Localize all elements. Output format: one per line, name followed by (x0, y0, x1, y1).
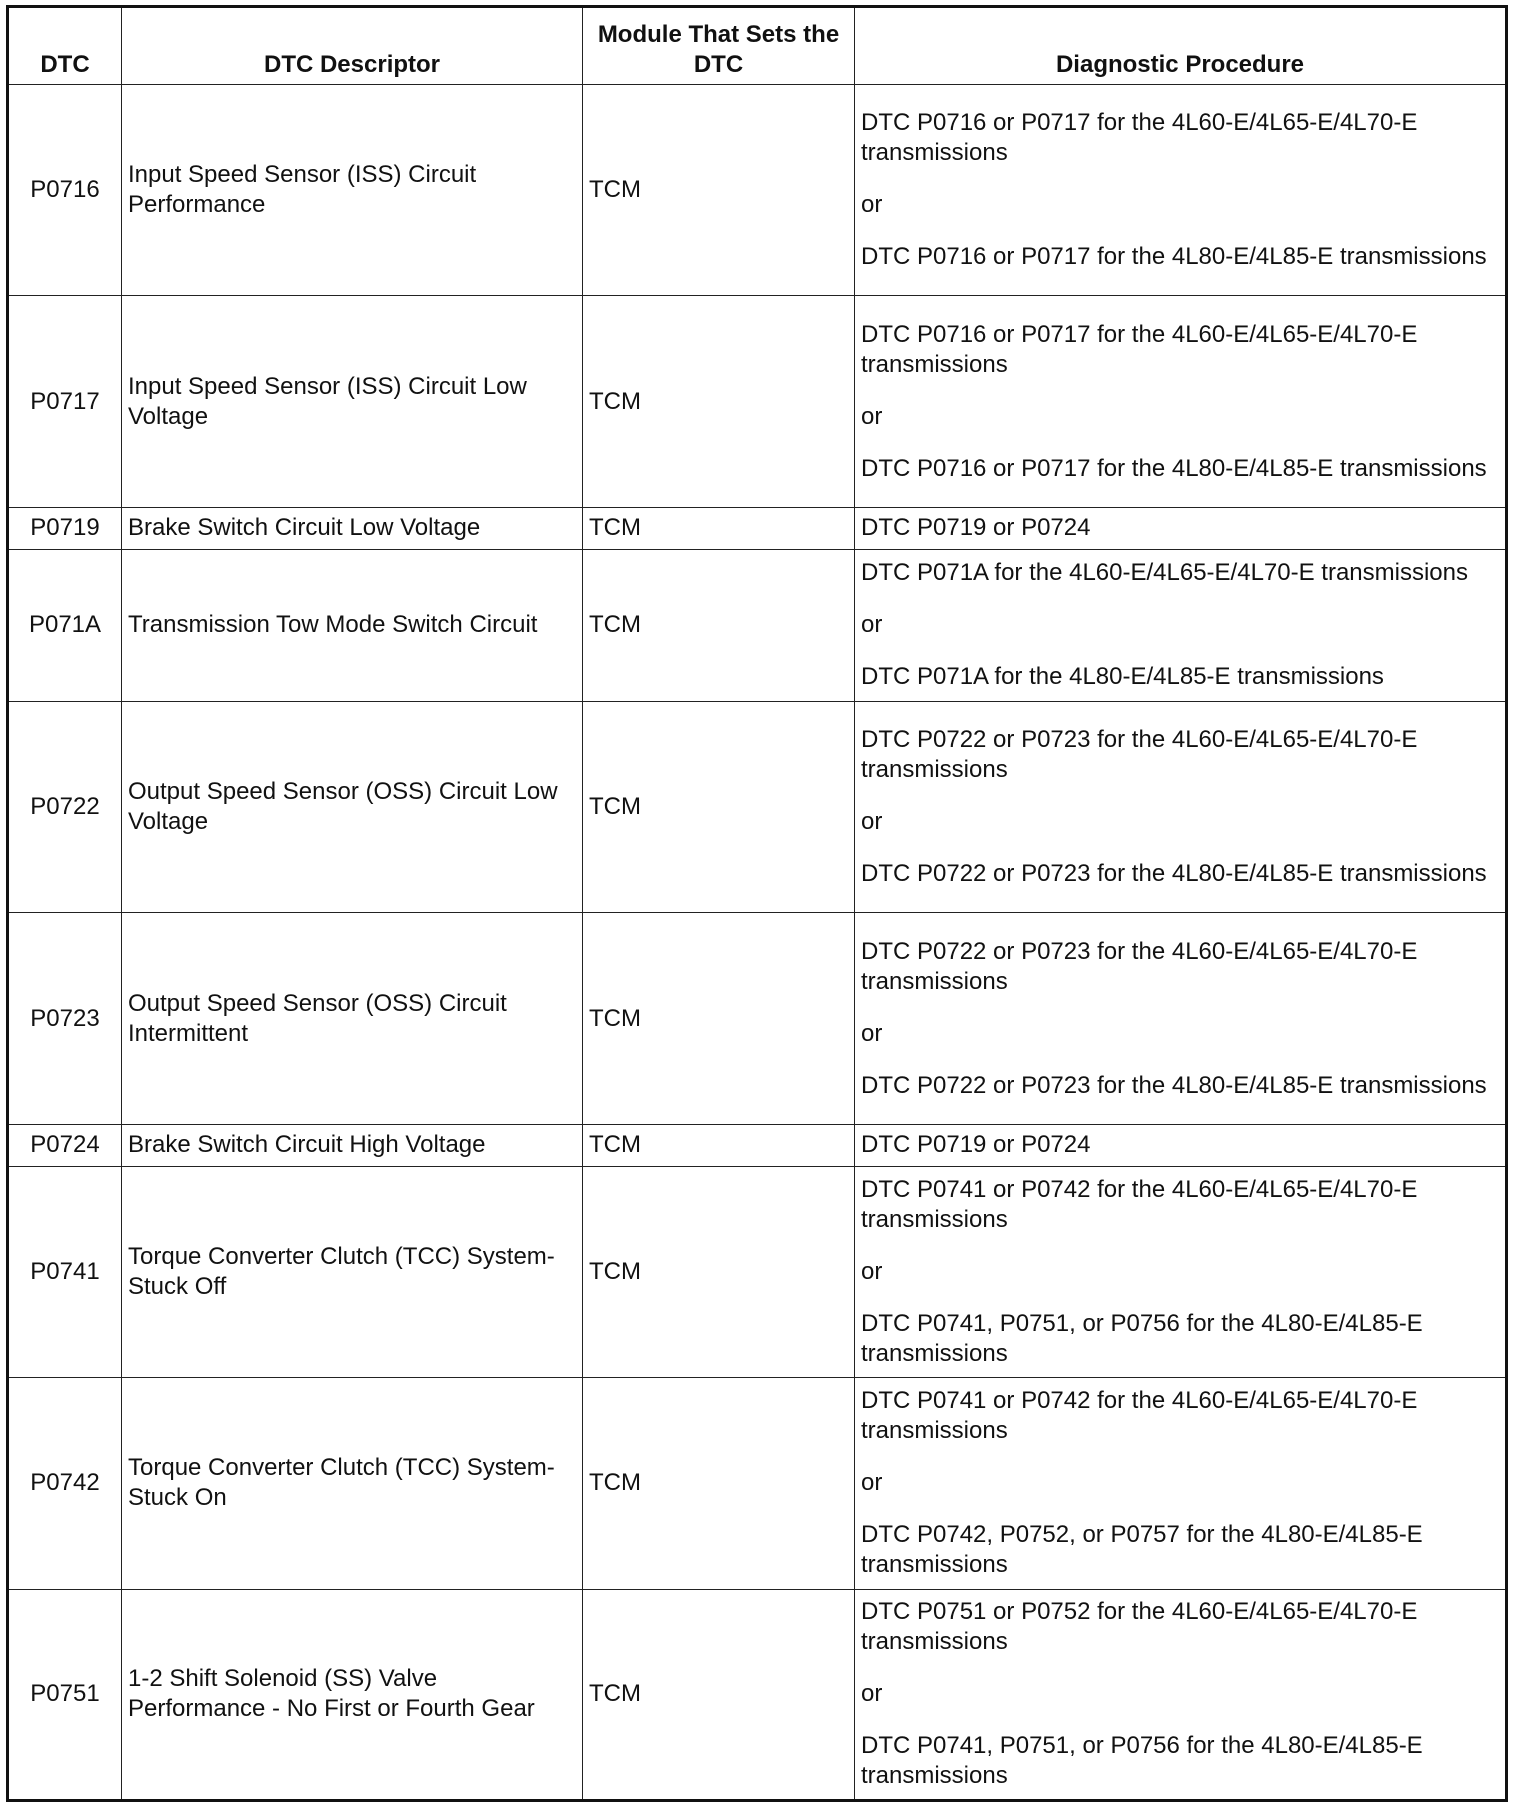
diagnostic-procedure-cell (855, 85, 1507, 296)
dtc-descriptor-cell: Output Speed Sensor (OSS) Circuit Intermittent (122, 913, 583, 1124)
table-row (8, 702, 1507, 913)
module-cell: TCM (583, 507, 855, 549)
dtc-table (6, 5, 1508, 1802)
procedure-link-primary: DTC P0716 or P0717 for the 4L60-E/4L65-E/4L70-E transmissions (861, 320, 1418, 378)
diagnostic-procedure-cell (855, 1166, 1507, 1377)
module-cell: TCM (583, 702, 855, 913)
dtc-code-cell: P0751 (8, 1589, 122, 1800)
procedure-or-separator: or (861, 1258, 883, 1285)
table-row (8, 296, 1507, 507)
dtc-descriptor-cell: 1-2 Shift Solenoid (SS) Valve Performance - No First or Fourth Gear (122, 1589, 583, 1800)
dtc-descriptor-cell: Input Speed Sensor (ISS) Circuit Low Voltage (122, 296, 583, 507)
procedure-or-separator: or (861, 1469, 883, 1497)
procedure-or-separator: or (861, 402, 883, 430)
dtc-code-cell: P0742 (8, 1378, 122, 1589)
table-row (8, 507, 1507, 549)
dtc-descriptor-cell: Input Speed Sensor (ISS) Circuit Performance (122, 85, 583, 296)
table-row (8, 85, 1507, 296)
procedure-or-separator: or (861, 611, 883, 639)
dtc-code-cell: P0723 (8, 913, 122, 1124)
module-cell: TCM (583, 296, 855, 507)
procedure-link-secondary: DTC P0716 or P0717 for the 4L80-E/4L85-E transmissions (861, 243, 1487, 271)
procedure-link-primary: DTC P0741 or P0742 for the 4L60-E/4L65-E/4L70-E transmissions (861, 1176, 1418, 1233)
procedure-link-secondary: DTC P0741, P0751, or P0756 for the 4L80-E/4L85-E transmissions (861, 1732, 1423, 1790)
table-row (8, 913, 1507, 1124)
module-cell: TCM (583, 1589, 855, 1800)
dtc-code-cell: P0724 (8, 1124, 122, 1166)
dtc-descriptor-cell: Brake Switch Circuit High Voltage (122, 1124, 583, 1166)
module-cell: TCM (583, 913, 855, 1124)
procedure-or-separator: or (861, 1680, 883, 1708)
table-row (8, 1378, 1507, 1589)
table-row (8, 1589, 1507, 1800)
table-row (8, 1166, 1507, 1377)
procedure-link-secondary: DTC P0741, P0751, or P0756 for the 4L80-E/4L85-E transmissions (861, 1310, 1423, 1367)
module-cell: TCM (583, 1166, 855, 1377)
diagnostic-procedure-cell (855, 1124, 1507, 1166)
diagnostic-procedure-cell (855, 1378, 1507, 1589)
diagnostic-procedure-cell (855, 702, 1507, 913)
procedure-link-secondary: DTC P0716 or P0717 for the 4L80-E/4L85-E transmissions (861, 454, 1487, 482)
header-row (8, 7, 1507, 85)
procedure-link-primary: DTC P0722 or P0723 for the 4L60-E/4L65-E/4L70-E transmissions (861, 937, 1418, 995)
header-descriptor: DTC Descriptor (122, 7, 583, 85)
procedure-or-separator: or (861, 808, 883, 836)
dtc-code-cell: P071A (8, 549, 122, 701)
module-cell: TCM (583, 85, 855, 296)
procedure-or-separator: or (861, 191, 883, 219)
procedure-link-primary: DTC P0719 or P0724 (861, 514, 1091, 542)
procedure-link-primary: DTC P0716 or P0717 for the 4L60-E/4L65-E/4L70-E transmissions (861, 109, 1418, 167)
procedure-link-secondary: DTC P0722 or P0723 for the 4L80-E/4L85-E transmissions (861, 1071, 1487, 1099)
procedure-link-primary: DTC P0741 or P0742 for the 4L60-E/4L65-E/4L70-E transmissions (861, 1387, 1418, 1445)
header-procedure: Diagnostic Procedure (855, 7, 1507, 85)
module-cell: TCM (583, 1378, 855, 1589)
procedure-link-secondary: DTC P071A for the 4L80-E/4L85-E transmissions (861, 663, 1384, 691)
diagnostic-procedure-cell (855, 913, 1507, 1124)
dtc-descriptor-cell: Transmission Tow Mode Switch Circuit (122, 549, 583, 701)
procedure-link-secondary: DTC P0722 or P0723 for the 4L80-E/4L85-E transmissions (861, 860, 1487, 888)
dtc-descriptor-cell: Torque Converter Clutch (TCC) System-Stuck Off (122, 1166, 583, 1377)
dtc-code-cell: P0716 (8, 85, 122, 296)
diagnostic-procedure-cell (855, 507, 1507, 549)
table-body (8, 85, 1507, 1801)
dtc-descriptor-cell: Torque Converter Clutch (TCC) System-Stuck On (122, 1378, 583, 1589)
dtc-code-cell: P0741 (8, 1166, 122, 1377)
procedure-link-primary: DTC P0722 or P0723 for the 4L60-E/4L65-E/4L70-E transmissions (861, 726, 1418, 784)
module-cell: TCM (583, 549, 855, 701)
dtc-descriptor-cell: Brake Switch Circuit Low Voltage (122, 507, 583, 549)
diagnostic-procedure-cell (855, 549, 1507, 701)
dtc-code-cell: P0717 (8, 296, 122, 507)
header-module: Module That Sets the DTC (583, 7, 855, 85)
procedure-link-secondary: DTC P0742, P0752, or P0757 for the 4L80-E/4L85-E transmissions (861, 1521, 1423, 1579)
procedure-link-primary: DTC P0719 or P0724 (861, 1131, 1091, 1159)
procedure-link-primary: DTC P071A for the 4L60-E/4L65-E/4L70-E transmissions (861, 559, 1468, 587)
procedure-or-separator: or (861, 1019, 883, 1047)
header-dtc: DTC (8, 7, 122, 85)
dtc-descriptor-cell: Output Speed Sensor (OSS) Circuit Low Voltage (122, 702, 583, 913)
table-row (8, 549, 1507, 701)
diagnostic-procedure-cell (855, 1589, 1507, 1800)
dtc-code-cell: P0722 (8, 702, 122, 913)
procedure-link-primary: DTC P0751 or P0752 for the 4L60-E/4L65-E/4L70-E transmissions (861, 1598, 1418, 1656)
table-row (8, 1124, 1507, 1166)
module-cell: TCM (583, 1124, 855, 1166)
diagnostic-procedure-cell (855, 296, 1507, 507)
dtc-code-cell: P0719 (8, 507, 122, 549)
